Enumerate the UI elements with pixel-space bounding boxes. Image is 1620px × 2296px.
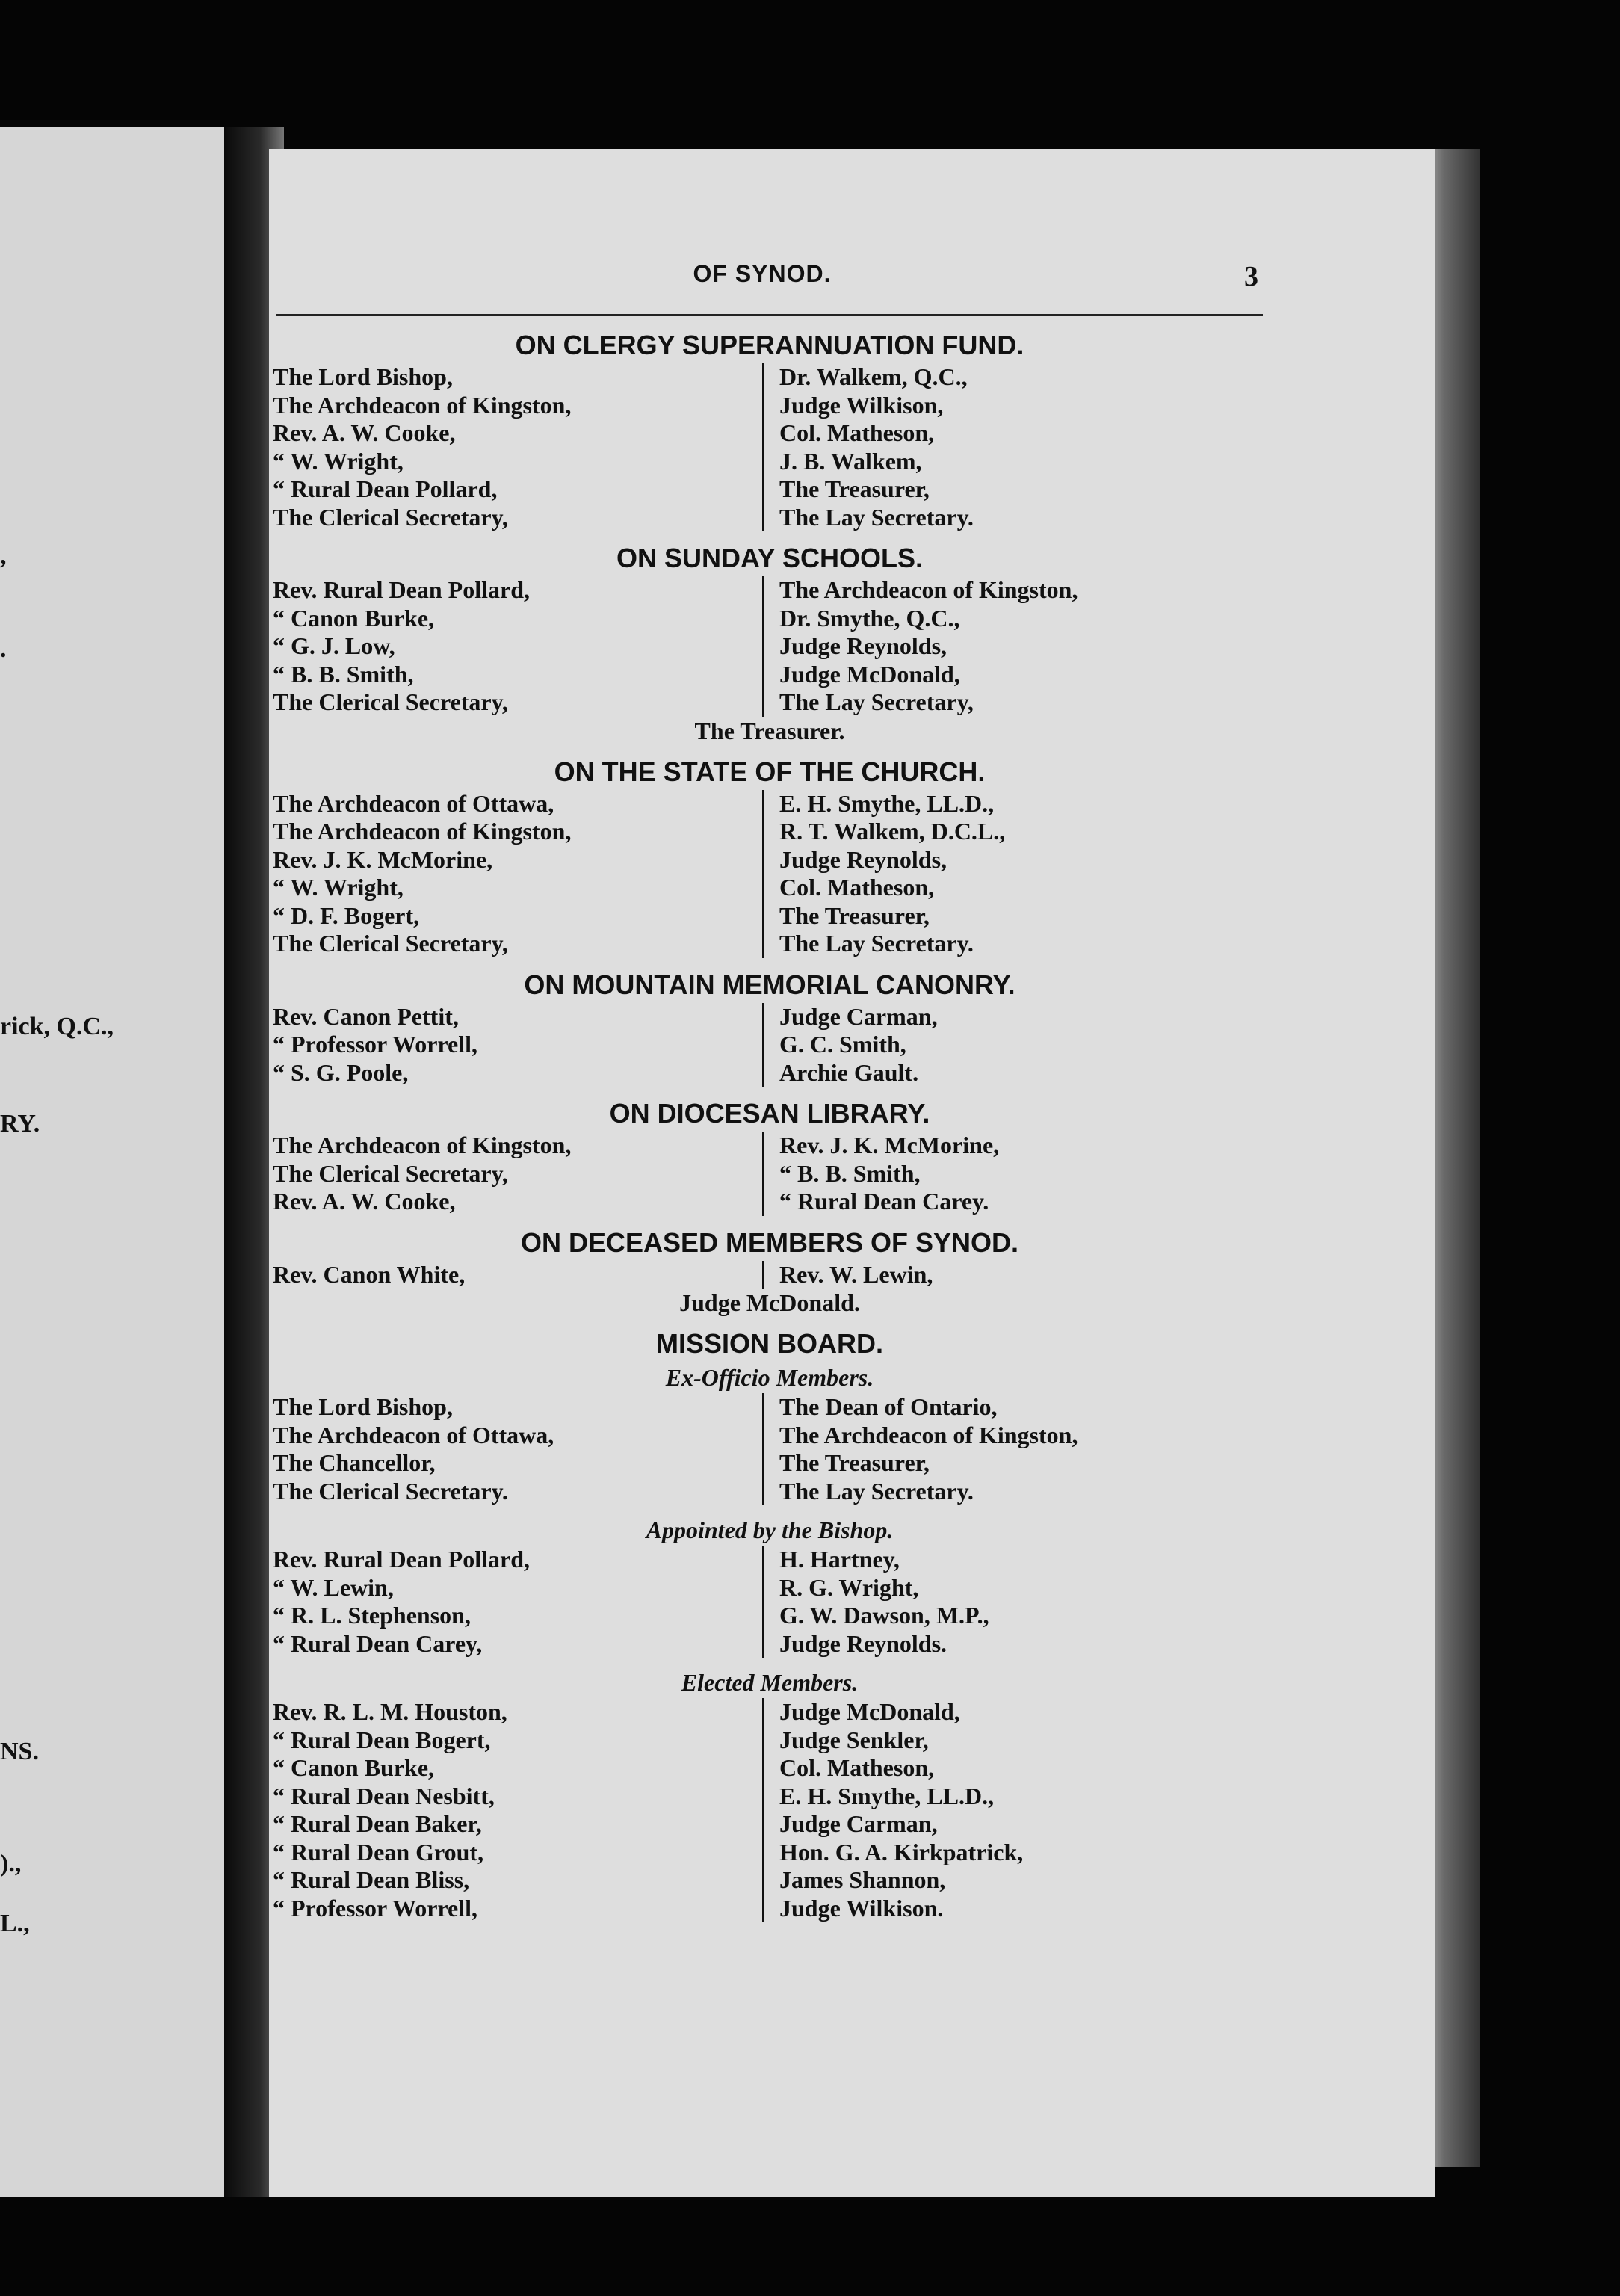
member-name: Rev. J. K. McMorine, [779, 1132, 1000, 1158]
left-column [269, 1003, 762, 1087]
committee-section [269, 327, 1315, 540]
right-column [762, 790, 1285, 958]
section-subtitle: Ex-Officio Members. [665, 1364, 874, 1391]
member-name: Judge Wilkison, [779, 391, 944, 419]
member-name: Judge Senkler, [779, 1726, 929, 1753]
member-name: The Treasurer, [779, 475, 930, 502]
section-spacer [269, 1087, 1315, 1096]
member-name: G. C. Smith, [779, 1031, 906, 1058]
section-spacer [269, 1505, 1315, 1514]
section-spacer [269, 958, 1315, 967]
left-column [269, 1261, 762, 1289]
member-name: Judge McDonald, [779, 1698, 960, 1725]
facing-page-fragment: RY. [0, 1110, 40, 1138]
committee-section [269, 1225, 1315, 1327]
member-name: The Lay Secretary. [779, 503, 974, 531]
member-name: “ B. B. Smith, [273, 660, 414, 688]
member-name: The Treasurer, [779, 1449, 930, 1476]
member-name: The Treasurer, [779, 901, 930, 929]
member-name: Rev. Rural Dean Pollard, [273, 576, 530, 603]
member-name: “ Rural Dean Bogert, [273, 1726, 491, 1753]
committee-section [269, 540, 1315, 754]
member-name: Rev. Canon White, [273, 1260, 466, 1288]
member-name: The Archdeacon of Ottawa, [273, 1421, 554, 1448]
member-name: Rev. Rural Dean Pollard, [273, 1546, 530, 1573]
member-name: E. H. Smythe, LL.D., [779, 1782, 995, 1809]
member-name: The Lay Secretary. [779, 930, 974, 957]
member-name: Archie Gault. [779, 1058, 919, 1086]
member-name: “ Rural Dean Grout, [273, 1838, 484, 1866]
member-name: The Archdeacon of Kingston, [273, 1132, 572, 1158]
member-name: “ Professor Worrell, [273, 1894, 478, 1922]
member-name: Judge Reynolds. [779, 1629, 947, 1657]
left-column [269, 790, 762, 958]
member-name: Judge Wilkison. [779, 1894, 944, 1922]
member-name: The Archdeacon of Kingston, [273, 391, 572, 419]
facing-page [0, 127, 224, 2197]
section-title: MISSION BOARD. [655, 1328, 883, 1359]
member-name: “ Rural Dean Pollard, [273, 475, 498, 502]
left-column [269, 1393, 762, 1505]
page-number: 3 [1244, 261, 1258, 292]
member-name: Rev. Canon Pettit, [273, 1002, 459, 1030]
member-name: Col. Matheson, [779, 874, 935, 901]
facing-page-fragment: L., [0, 1910, 30, 1937]
member-name: “ W. Wright, [273, 874, 404, 901]
member-name: “ B. B. Smith, [779, 1159, 921, 1187]
right-column [762, 1393, 1285, 1505]
member-name: Rev. R. L. M. Houston, [273, 1698, 507, 1725]
member-name: “ Rural Dean Bliss, [273, 1866, 470, 1893]
section-title: ON DIOCESAN LIBRARY. [609, 1098, 930, 1129]
member-name: “ W. Wright, [273, 447, 404, 475]
facing-page-fragment: rick, Q.C., [0, 1013, 114, 1040]
section-footer-member: The Treasurer. [694, 717, 845, 744]
member-name: The Lay Secretary, [779, 688, 974, 715]
left-column [269, 1546, 762, 1658]
committee-section [269, 967, 1315, 1096]
member-name: G. W. Dawson, M.P., [779, 1602, 989, 1629]
member-name: The Clerical Secretary, [273, 1159, 508, 1187]
member-columns [269, 790, 1315, 958]
facing-page-fragment: . [0, 635, 7, 663]
member-name: “ Canon Burke, [273, 604, 435, 632]
committee-section [269, 1514, 1315, 1667]
book-page [269, 149, 1435, 2197]
member-name: Judge Carman, [779, 1002, 938, 1030]
right-column [762, 1132, 1285, 1216]
facing-page-fragment: )., [0, 1850, 22, 1877]
section-title: ON MOUNTAIN MEMORIAL CANONRY. [524, 969, 1015, 1000]
member-name: Col. Matheson, [779, 1754, 935, 1781]
member-columns [269, 1546, 1315, 1658]
section-title: ON SUNDAY SCHOOLS. [616, 543, 924, 573]
committee-listing [269, 327, 1315, 1931]
member-name: Rev. A. W. Cooke, [273, 1188, 456, 1215]
left-column [269, 1698, 762, 1922]
member-name: “ Rural Dean Baker, [273, 1810, 482, 1837]
section-spacer [269, 1317, 1315, 1326]
member-name: R. G. Wright, [779, 1573, 919, 1601]
member-name: “ G. J. Low, [273, 632, 395, 659]
committee-section [269, 754, 1315, 967]
section-spacer [269, 1658, 1315, 1667]
member-name: The Chancellor, [273, 1449, 436, 1476]
section-spacer [269, 1216, 1315, 1225]
section-spacer [269, 531, 1315, 540]
member-name: “ Canon Burke, [273, 1754, 435, 1781]
member-name: The Clerical Secretary, [273, 930, 508, 957]
member-name: “ W. Lewin, [273, 1573, 394, 1601]
member-name: J. B. Walkem, [779, 447, 922, 475]
member-name: James Shannon, [779, 1866, 946, 1893]
member-columns [269, 1132, 1315, 1216]
header-rule [276, 314, 1263, 316]
member-name: “ Rural Dean Carey. [779, 1188, 989, 1215]
member-name: The Lay Secretary. [779, 1477, 974, 1505]
member-name: The Archdeacon of Kingston, [779, 1421, 1078, 1448]
member-name: “ R. L. Stephenson, [273, 1602, 471, 1629]
member-name: “ Professor Worrell, [273, 1031, 478, 1058]
member-name: Dr. Walkem, Q.C., [779, 363, 968, 390]
right-column [762, 1698, 1285, 1922]
right-column [762, 1546, 1285, 1658]
member-name: “ Rural Dean Nesbitt, [273, 1782, 495, 1809]
section-subtitle: Elected Members. [681, 1669, 859, 1696]
section-title: ON CLERGY SUPERANNUATION FUND. [515, 330, 1024, 360]
left-column [269, 363, 762, 531]
member-name: The Lord Bishop, [273, 1393, 453, 1420]
member-columns [269, 363, 1315, 531]
member-name: Hon. G. A. Kirkpatrick, [779, 1838, 1024, 1866]
right-column [762, 1003, 1285, 1087]
member-name: “ Rural Dean Carey, [273, 1629, 483, 1657]
member-name: Col. Matheson, [779, 419, 935, 446]
member-name: The Archdeacon of Ottawa, [273, 789, 554, 817]
section-subtitle: Appointed by the Bishop. [646, 1516, 894, 1543]
member-name: The Clerical Secretary. [273, 1477, 508, 1505]
member-columns [269, 1261, 1315, 1289]
member-name: Judge Reynolds, [779, 632, 947, 659]
right-column [762, 576, 1285, 717]
member-name: The Dean of Ontario, [779, 1393, 998, 1420]
section-spacer [269, 1922, 1315, 1931]
member-name: Judge Reynolds, [779, 845, 947, 873]
member-name: The Archdeacon of Kingston, [779, 576, 1078, 603]
committee-section [269, 1326, 1315, 1514]
left-column [269, 1132, 762, 1216]
section-title: ON DECEASED MEMBERS OF SYNOD. [520, 1226, 1019, 1258]
member-columns [269, 1698, 1315, 1922]
right-column [762, 1261, 1285, 1289]
member-columns [269, 1393, 1315, 1505]
right-column [762, 363, 1285, 531]
member-name: H. Hartney, [779, 1546, 900, 1573]
member-columns [269, 1003, 1315, 1087]
member-columns [269, 576, 1315, 717]
member-name: Rev. A. W. Cooke, [273, 419, 456, 446]
left-column [269, 576, 762, 717]
facing-page-fragment: , [0, 542, 7, 570]
running-header: OF SYNOD. [693, 260, 832, 287]
member-name: R. T. Walkem, D.C.L., [779, 818, 1006, 845]
committee-section [269, 1667, 1315, 1931]
member-name: “ D. F. Bogert, [273, 901, 420, 929]
section-title: ON THE STATE OF THE CHURCH. [554, 756, 986, 787]
member-name: The Lord Bishop, [273, 363, 453, 390]
member-name: The Clerical Secretary, [273, 688, 508, 715]
member-name: Judge McDonald, [779, 660, 960, 688]
member-name: The Clerical Secretary, [273, 503, 508, 531]
member-name: Judge Carman, [779, 1810, 938, 1837]
member-name: The Archdeacon of Kingston, [273, 818, 572, 845]
member-name: E. H. Smythe, LL.D., [779, 789, 995, 817]
member-name: Rev. J. K. McMorine, [273, 845, 493, 873]
member-name: Dr. Smythe, Q.C., [779, 604, 960, 632]
member-name: Rev. W. Lewin, [779, 1260, 933, 1288]
section-spacer [269, 745, 1315, 754]
section-footer-member: Judge McDonald. [679, 1289, 860, 1316]
member-name: “ S. G. Poole, [273, 1058, 409, 1086]
facing-page-fragment: NS. [0, 1738, 39, 1765]
committee-section [269, 1096, 1315, 1225]
